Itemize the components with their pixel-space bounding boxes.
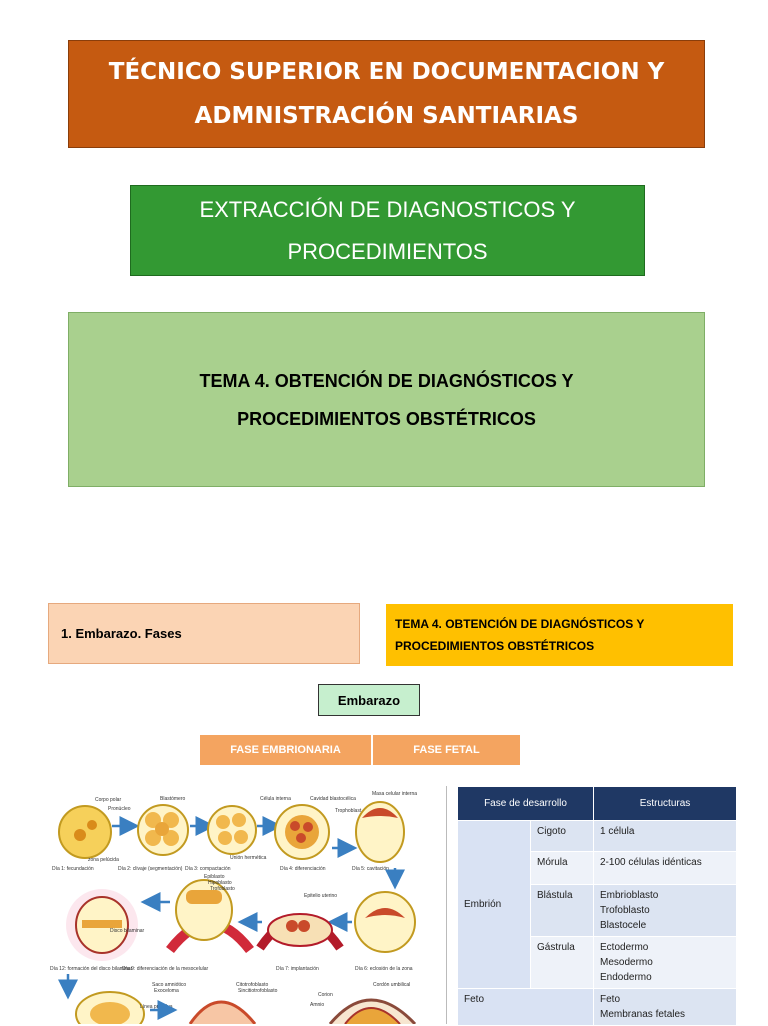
- embryo-development-diagram: [40, 780, 440, 1024]
- course-title-banner: [68, 40, 705, 148]
- col-header-phase: Fase de desarrollo: [458, 787, 594, 821]
- structures-cell: 2-100 células idénticas: [594, 852, 737, 885]
- fetal-membranes-illustration: [190, 1000, 415, 1024]
- label-cordon: Cordón umbilical: [373, 982, 411, 988]
- development-phase-table: [457, 786, 737, 1026]
- label-trofoblasto: Trofoblasto: [210, 886, 235, 892]
- label-exoceloma: Exoceloma: [154, 988, 179, 994]
- header-line1: TEMA 4. OBTENCIÓN DE DIAGNÓSTICOS Y: [395, 617, 645, 631]
- zygote-illustration: [59, 806, 111, 858]
- structure-item: Feto: [600, 994, 621, 1005]
- label-pronucleo: Pronúcleo: [108, 806, 131, 812]
- subject-line2: PROCEDIMIENTOS: [287, 238, 488, 264]
- hatching-illustration: [355, 892, 415, 952]
- topic-line1: TEMA 4. OBTENCIÓN DE DIAGNÓSTICOS Y: [199, 370, 574, 391]
- label-day4: Día 4: diferenciación: [280, 866, 326, 872]
- label-disco: Disco bilaminar: [110, 928, 145, 934]
- structure-item: Endodermo: [600, 972, 652, 983]
- phase-embryonic: FASE EMBRIONARIA: [200, 735, 371, 765]
- substage-cell: Gástrula: [531, 937, 594, 989]
- embarazo-label: Embarazo: [337, 692, 401, 708]
- label-zona: zona pelúcida: [88, 857, 119, 863]
- compaction-illustration: [208, 806, 256, 854]
- label-masa: Masa celular interna: [372, 791, 418, 797]
- label-day9: Día 9: diferenciación de la mesocelular: [122, 966, 209, 972]
- topic-line2: PROCEDIMIENTOS OBSTÉTRICOS: [237, 408, 536, 429]
- label-day1: Día 1: fecundación: [52, 866, 94, 872]
- substage-cell: Blástula: [531, 885, 594, 937]
- structure-item: Membranas fetales: [600, 1009, 686, 1020]
- structures-cell: 1 célula: [594, 821, 737, 852]
- label-union: Unión hermética: [230, 855, 267, 861]
- label-day7: Día 7: implantación: [276, 966, 319, 972]
- phase-fetal: FASE FETAL: [373, 735, 520, 765]
- structure-item: Trofoblasto: [600, 905, 650, 916]
- blastocyst-illustration: [356, 802, 404, 862]
- gastrulation-illustration: [76, 992, 144, 1024]
- structure-item: Embrioblasto: [600, 890, 659, 901]
- topic-banner: [68, 312, 705, 487]
- embarazo-node: [318, 684, 420, 716]
- structures-cell: [594, 885, 737, 937]
- structure-item: Ectodermo: [600, 942, 649, 953]
- label-day5: Día 5: cavitación: [352, 866, 389, 872]
- cleavage-illustration: [138, 805, 188, 855]
- column-divider: [446, 786, 447, 1024]
- implantation-illustration: [260, 914, 340, 948]
- structure-item: Blastocele: [600, 920, 647, 931]
- label-saco: Saco amniótico: [152, 982, 187, 988]
- page-header-topic: [386, 604, 733, 666]
- label-blastomero: Blastómero: [160, 796, 186, 802]
- course-title-line1: TÉCNICO SUPERIOR EN DOCUMENTACION Y: [108, 59, 665, 85]
- section-label: 1. Embarazo. Fases: [61, 626, 182, 641]
- label-epiblasto: Epiblasto: [204, 874, 225, 880]
- label-day6: Día 6: eclosión de la zona: [355, 966, 413, 972]
- bilaminar-disc-illustration: [66, 889, 138, 961]
- label-day2: Día 2: clivaje (segmentación): [118, 866, 183, 872]
- subject-banner: [130, 185, 645, 276]
- course-title-line2: ADMNISTRACIÓN SANTIARIAS: [194, 103, 579, 129]
- label-corion: Corion: [318, 992, 333, 998]
- label-day3: Día 3: compactación: [185, 866, 231, 872]
- stage-feto: Feto: [458, 989, 594, 1026]
- stage-embrion: Embrión: [458, 821, 531, 989]
- structures-cell: [594, 989, 737, 1026]
- subject-line1: EXTRACCIÓN DE DIAGNOSTICOS Y: [199, 196, 576, 222]
- label-sincitio: Sincitiotrofoblasto: [238, 988, 278, 994]
- header-line2: PROCEDIMIENTOS OBSTÉTRICOS: [395, 639, 595, 653]
- label-day12: Día 12: formación del disco bilaminar: [50, 966, 133, 972]
- table-row: [458, 989, 737, 1026]
- morula-illustration: [275, 805, 329, 859]
- substage-cell: Mórula: [531, 852, 594, 885]
- label-linea: Línea primitiva: [140, 1004, 173, 1010]
- label-epitelio: Epitelio uterino: [304, 893, 338, 899]
- label-cavidad: Cavidad blastocélica: [310, 796, 356, 802]
- col-header-structures: Estructuras: [594, 787, 737, 821]
- substage-cell: Cigoto: [531, 821, 594, 852]
- label-amnio: Amnio: [310, 1002, 325, 1008]
- label-citotrofo: Citotrofoblasto: [236, 982, 269, 988]
- label-celula-interna: Célula interna: [260, 796, 291, 802]
- table-row: [458, 821, 737, 852]
- structure-item: Mesodermo: [600, 957, 653, 968]
- section-heading: [48, 603, 360, 664]
- label-corpus: Corpo polar: [95, 797, 122, 803]
- label-hipoblasto: Hipoblasto: [208, 880, 232, 886]
- structures-cell: [594, 937, 737, 989]
- label-trofoblast: Trophoblast: [335, 808, 362, 814]
